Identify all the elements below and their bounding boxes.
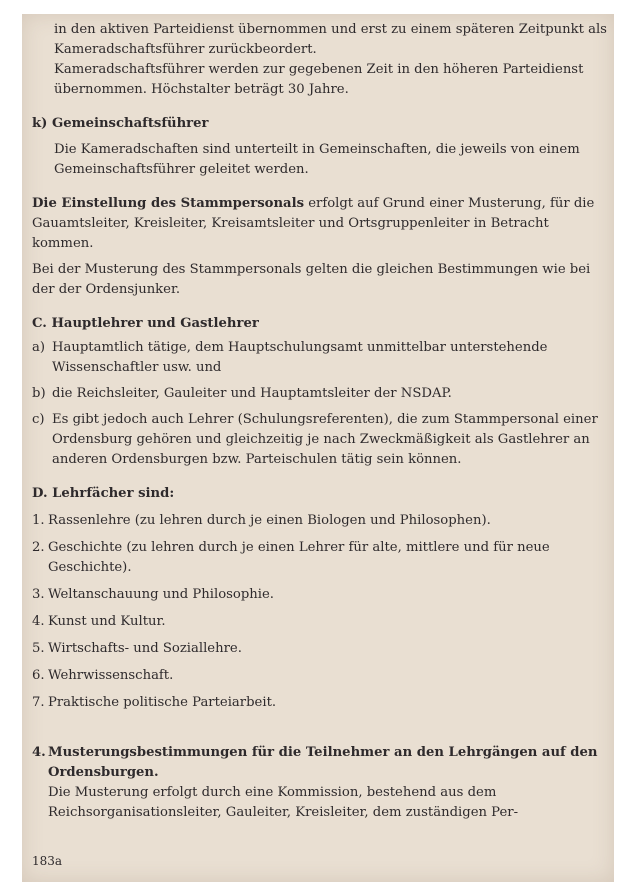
section-c-list [32,338,608,470]
list-text: Wehrwissenschaft. [48,668,174,683]
list-item [32,585,608,605]
list-item [32,338,608,378]
list-marker: 4. [32,614,45,629]
section-c-heading: C. Hauptlehrer und Gastlehrer [32,316,259,331]
section-d-heading: D. Lehrfächer sind: [32,486,175,501]
section-k-heading: k) Gemeinschaftsführer [32,116,209,131]
list-marker: b) [32,386,46,401]
list-item [32,639,608,659]
list-text: Es gibt jedoch auch Lehrer (Schulungsreferenten), die zum Stammpersonal einer Ordensburg gehören und gleichzeitig je nach Zweckmäßigkeit als Gastlehrer an anderen Ordensburgen bzw. Parteischulen tätig sein können. [52,412,598,467]
list-text: Geschichte (zu lehren durch je einen Lehrer für alte, mittlere und für neue Geschichte). [48,540,550,575]
einstellung-paragraph [32,194,608,254]
intro-paragraph-1: in den aktiven Parteidienst übernommen und erst zu einem späteren Zeitpunkt als Kameradschaftsführer zurückbeordert. [54,22,607,57]
musterung-paragraph: Bei der Musterung des Stammpersonals gelten die gleichen Bestimmungen wie bei der der Ordensjunker. [32,262,591,297]
section-4-marker: 4. [32,745,46,760]
list-text: Wirtschafts- und Soziallehre. [48,641,242,656]
list-marker: 7. [32,695,45,710]
list-marker: 3. [32,587,45,602]
einstellung-text: erfolgt auf Grund einer Musterung, für die Gauamtsleiter, Kreisleiter, Kreisamtsleiter und Ortsgruppenleiter in Betracht kommen. [32,196,595,251]
list-item [32,538,608,578]
list-item [32,410,608,470]
list-item [32,511,608,531]
list-item [32,666,608,686]
list-item [32,612,608,632]
list-marker: 6. [32,668,45,683]
list-marker: 5. [32,641,45,656]
list-marker: 1. [32,513,45,528]
page-number: 183a [32,854,63,868]
section-4-body [48,743,608,823]
intro-paragraph-2: Kameradschaftsführer werden zur gegebenen Zeit in den höheren Parteidienst übernommen. Höchstalter beträgt 30 Jahre. [54,62,584,97]
list-text: Hauptamtlich tätige, dem Hauptschulungsamt unmittelbar unterstehende Wissenschaftler usw. und [52,340,548,375]
list-text: Weltanschauung und Philosophie. [48,587,274,602]
einstellung-lead: Die Einstellung des Stammpersonals [32,196,305,211]
section-4-heading: Musterungsbestimmungen für die Teilnehmer an den Lehrgängen auf den Ordensburgen. [48,745,598,780]
page-content [32,20,608,823]
section-4-text: Die Musterung erfolgt durch eine Kommission, bestehend aus dem Reichsorganisationsleiter, Gauleiter, Kreisleiter, dem zuständigen Per- [48,785,519,820]
list-marker: c) [32,412,45,427]
list-marker: a) [32,340,46,355]
list-item [32,384,608,404]
section-4 [32,743,608,823]
list-text: Rassenlehre (zu lehren durch je einen Biologen und Philosophen). [48,513,491,528]
list-marker: 2. [32,540,45,555]
list-text: Praktische politische Parteiarbeit. [48,695,277,710]
list-text: die Reichsleiter, Gauleiter und Hauptamtsleiter der NSDAP. [52,386,452,401]
section-k-text: Die Kameradschaften sind unterteilt in Gemeinschaften, die jeweils von einem Gemeinschaftsführer geleitet werden. [54,142,580,177]
document-page [22,14,614,882]
list-text: Kunst und Kultur. [48,614,166,629]
list-item [32,693,608,713]
section-d-list [32,511,608,713]
